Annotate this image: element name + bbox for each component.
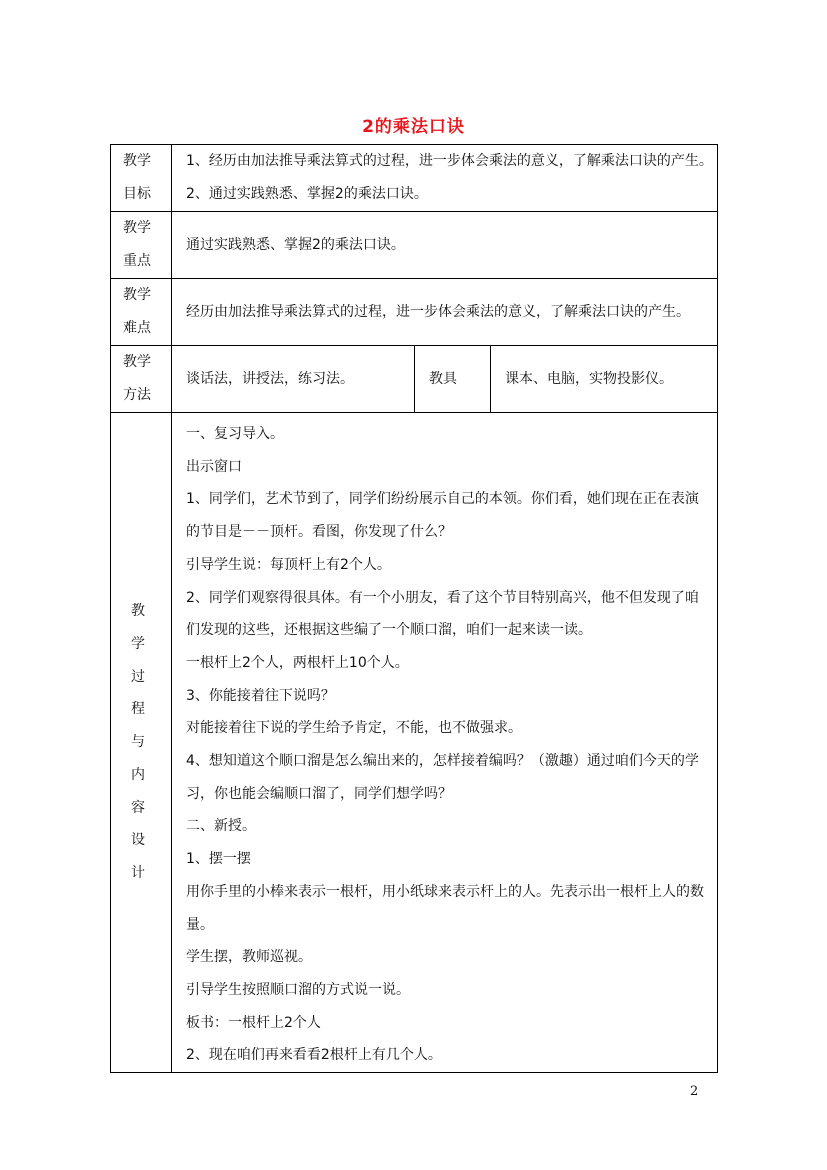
process-content [172,413,718,1073]
process-line: 的节目是－－顶杆。看图，你发现了什么？ [186,524,452,541]
process-line: 们发现的这些，还根据这些编了一个顺口溜，咱们一起来读一读。 [186,622,592,639]
process-line: 3、你能接着往下说吗？ [186,687,335,704]
objective-line: 2、通过实践熟悉、掌握2的乘法口诀。 [186,186,428,202]
process-line: 引导学生按照顺口溜的方式说一说。 [186,981,410,998]
process-row [111,413,718,1073]
process-line: 出示窗口 [186,458,242,475]
tools-content: 课本、电脑，实物投影仪。 [491,346,718,413]
process-line: 量。 [186,916,214,933]
methods-label: 教学 方法 [111,346,172,413]
process-line: 对能接着往下说的学生给予肯定，不能，也不做强求。 [186,720,522,737]
process-line: 1、同学们，艺术节到了，同学们纷纷展示自己的本领。你们看，她们现在正在表演 [186,491,699,508]
difficulties-label: 教学 难点 [111,279,172,346]
page-number: 2 [690,1084,699,1099]
difficulties-content: 经历由加法推导乘法算式的过程，进一步体会乘法的意义，了解乘法口诀的产生。 [172,279,718,346]
process-line: 用你手里的小棒来表示一根杆，用小纸球来表示杆上的人。先表示出一根杆上人的数 [186,883,704,900]
process-line: 1、摆一摆 [186,851,251,868]
objectives-content [172,145,718,212]
methods-content: 谈话法，讲授法，练习法。 [172,346,415,413]
process-line: 学生摆，教师巡视。 [186,949,312,966]
objectives-row [111,145,718,212]
methods-row [111,346,718,413]
process-line: 4、想知道这个顺口溜是怎么编出来的，怎样接着编吗？（激趣）通过咱们今天的学 [186,753,699,770]
process-line: 习，你也能会编顺口溜了，同学们想学吗？ [186,785,452,802]
difficulties-row [111,279,718,346]
key-points-row [111,212,718,279]
objective-line: 1、经历由加法推导乘法算式的过程，进一步体会乘法的意义，了解乘法口诀的产生。 [186,153,713,169]
lesson-plan-table [110,144,718,1073]
document-title: 2的乘法口诀 [362,117,465,137]
process-line: 2、同学们观察得很具体。有一个小朋友，看了这个节目特别高兴，他不但发现了咱 [186,589,699,606]
key-points-content: 通过实践熟悉、掌握2的乘法口诀。 [172,212,718,279]
process-line: 一、复习导入。 [186,426,284,442]
tools-label: 教具 [415,346,491,413]
process-line: 板书：一根杆上2个人 [186,1014,321,1031]
process-line: 一根杆上2个人，两根杆上10个人。 [186,654,409,671]
process-line: 引导学生说：每顶杆上有2个人。 [186,556,391,573]
process-line: 二、新授。 [186,818,256,835]
process-label: 教 学 过 程 与 内 容 设 计 [111,413,172,1073]
key-points-label: 教学 重点 [111,212,172,279]
objectives-label: 教学 目标 [111,145,172,212]
process-line: 2、现在咱们再来看看2根杆上有几个人。 [186,1047,442,1064]
